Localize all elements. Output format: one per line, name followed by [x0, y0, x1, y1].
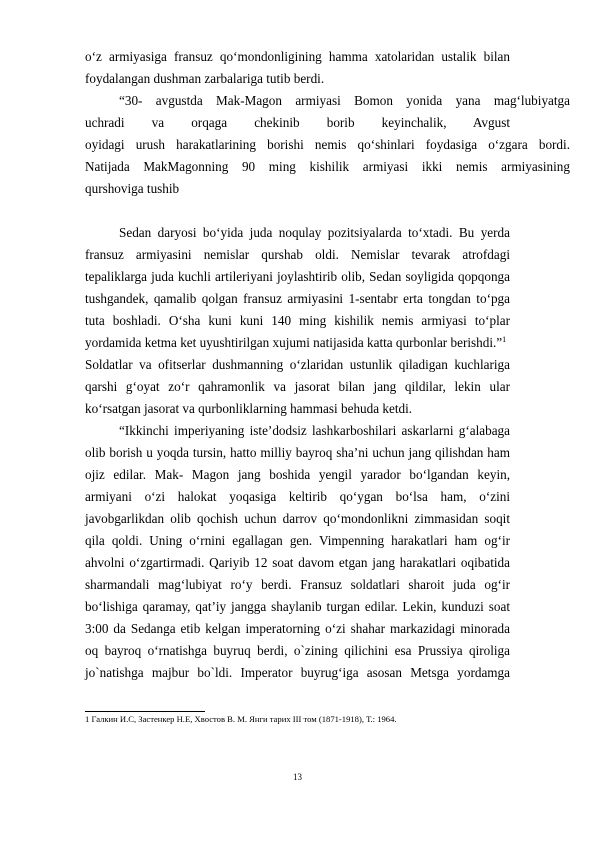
text-line-with-footnote — [85, 332, 510, 354]
text-line: fransuz armiyasini nemislar qurshab oldi. Nemislar tevarak atrofdagi — [85, 247, 510, 262]
text-line: javobgarlikdan olib qochish uchun darrov qo‘mondonlikni zimmasidan soqit — [85, 511, 510, 526]
text-line: o‘z armiyasiga fransuz qo‘mondonligining hamma xatolaridan ustalik bilan — [85, 49, 510, 64]
text-line: uchradi va orqaga chekinib borib keyinchalik, Avgust — [85, 115, 510, 130]
paragraph-quote-start — [85, 90, 570, 200]
text-line: foydalangan dushman zarbalariga tutib berdi. — [85, 71, 325, 86]
text-line: armiyani o‘zi halokat yoqasiga keltirib qo‘ygan bo‘lsa ham, o‘zini — [85, 489, 510, 504]
text-line: ko‘rsatgan jasorat va qurbonliklarning hammasi behuda ketdi. — [85, 401, 413, 416]
text-line: tepaliklarga juda kuchli artileriyani joylashtirib olib, Sedan soyligida qopqonga — [85, 269, 510, 284]
text-line: tushgandek, qamalib qolgan fransuz armiyasini 1-sentabr erta tongdan to‘pga — [85, 291, 510, 306]
text-line: qarshi g‘oyat zo‘r qahramonlik va jasorat bilan jang qildilar, lekin ular — [85, 379, 510, 394]
text-line: “Ikkinchi imperiyaning iste’dodsiz lashkarboshilari askarlarni g‘alabaga — [119, 423, 510, 438]
text-line: oyidagi urush harakatlarining borishi nemis qo‘shinlari foydasiga o‘zgara bordi. — [85, 137, 570, 152]
footnote-marker: 1 — [502, 335, 507, 344]
text-line: jo`natishga majbur bo`ldi. Imperator buyrug‘iga asosan Metsga yordamga — [85, 665, 510, 680]
footnote: 1 Галкин И.С, Застенкер Н.Е, Хвостов В. М. Янги тарих III том (1871-1918), Т.: 1964. — [85, 714, 397, 724]
footnote-divider — [85, 711, 205, 712]
text-line: bo‘lishiga qaramay, qat’iy jangga shaylanib turgan edilar. Lekin, kunduzi soat — [85, 599, 510, 614]
text-line: Natijada MakMagonning 90 ming kishilik armiyasi ikki nemis armiyasining — [85, 159, 570, 174]
paragraph-main — [85, 222, 530, 684]
text-line: ahvolni o‘zgartirmadi. Qariyib 12 soat davom etgan jang harakatlari oqibatida — [85, 555, 510, 570]
text-line: Sedan daryosi bo‘yida juda noqulay pozitsiyalarda to‘xtadi. Bu yerda — [119, 225, 510, 240]
text-line: qurshoviga tushib — [85, 181, 180, 196]
paragraph-continuation — [85, 46, 510, 90]
text-line: qila qoldi. Uning o‘rnini egallagan gen. Vimpenning harakatlari ham og‘ir — [85, 533, 510, 548]
text-line: tuta boshladi. O‘sha kuni kuni 140 ming kishilik nemis armiyasi to‘plar — [85, 313, 510, 328]
text-line: oq bayroq o‘rnatishga buyruq berdi, o`zining qilichini esa Prussiya qiroliga — [85, 643, 510, 658]
text-line: “30- avgustda Mak-Magon armiyasi Bomon yonida yana mag‘lubiyatga — [119, 93, 570, 108]
text-line: ojiz edilar. Mak- Magon jang boshida yengil yarador bo‘lgandan keyin, — [85, 467, 510, 482]
text-line: yordamida ketma ket uyushtirilgan xujumi natijasida katta qurbonlar berishdi.” — [85, 335, 503, 350]
text-line: sharmandali mag‘lubiyat ro‘y berdi. Fransuz soldatlari sharoit juda og‘ir — [85, 577, 510, 592]
page-number: 13 — [293, 772, 302, 782]
text-line: 3:00 da Sedanga etib kelgan imperatorning o‘zi shahar markazidagi minorada — [85, 621, 510, 636]
text-line: Soldatlar va ofitserlar dushmanning o‘zlaridan ustunlik qiladigan kuchlariga — [85, 357, 510, 372]
text-line: olib borish u yoqda tursin, hatto milliy bayroq sha’ni uchun jang qilishdan ham — [85, 445, 510, 460]
